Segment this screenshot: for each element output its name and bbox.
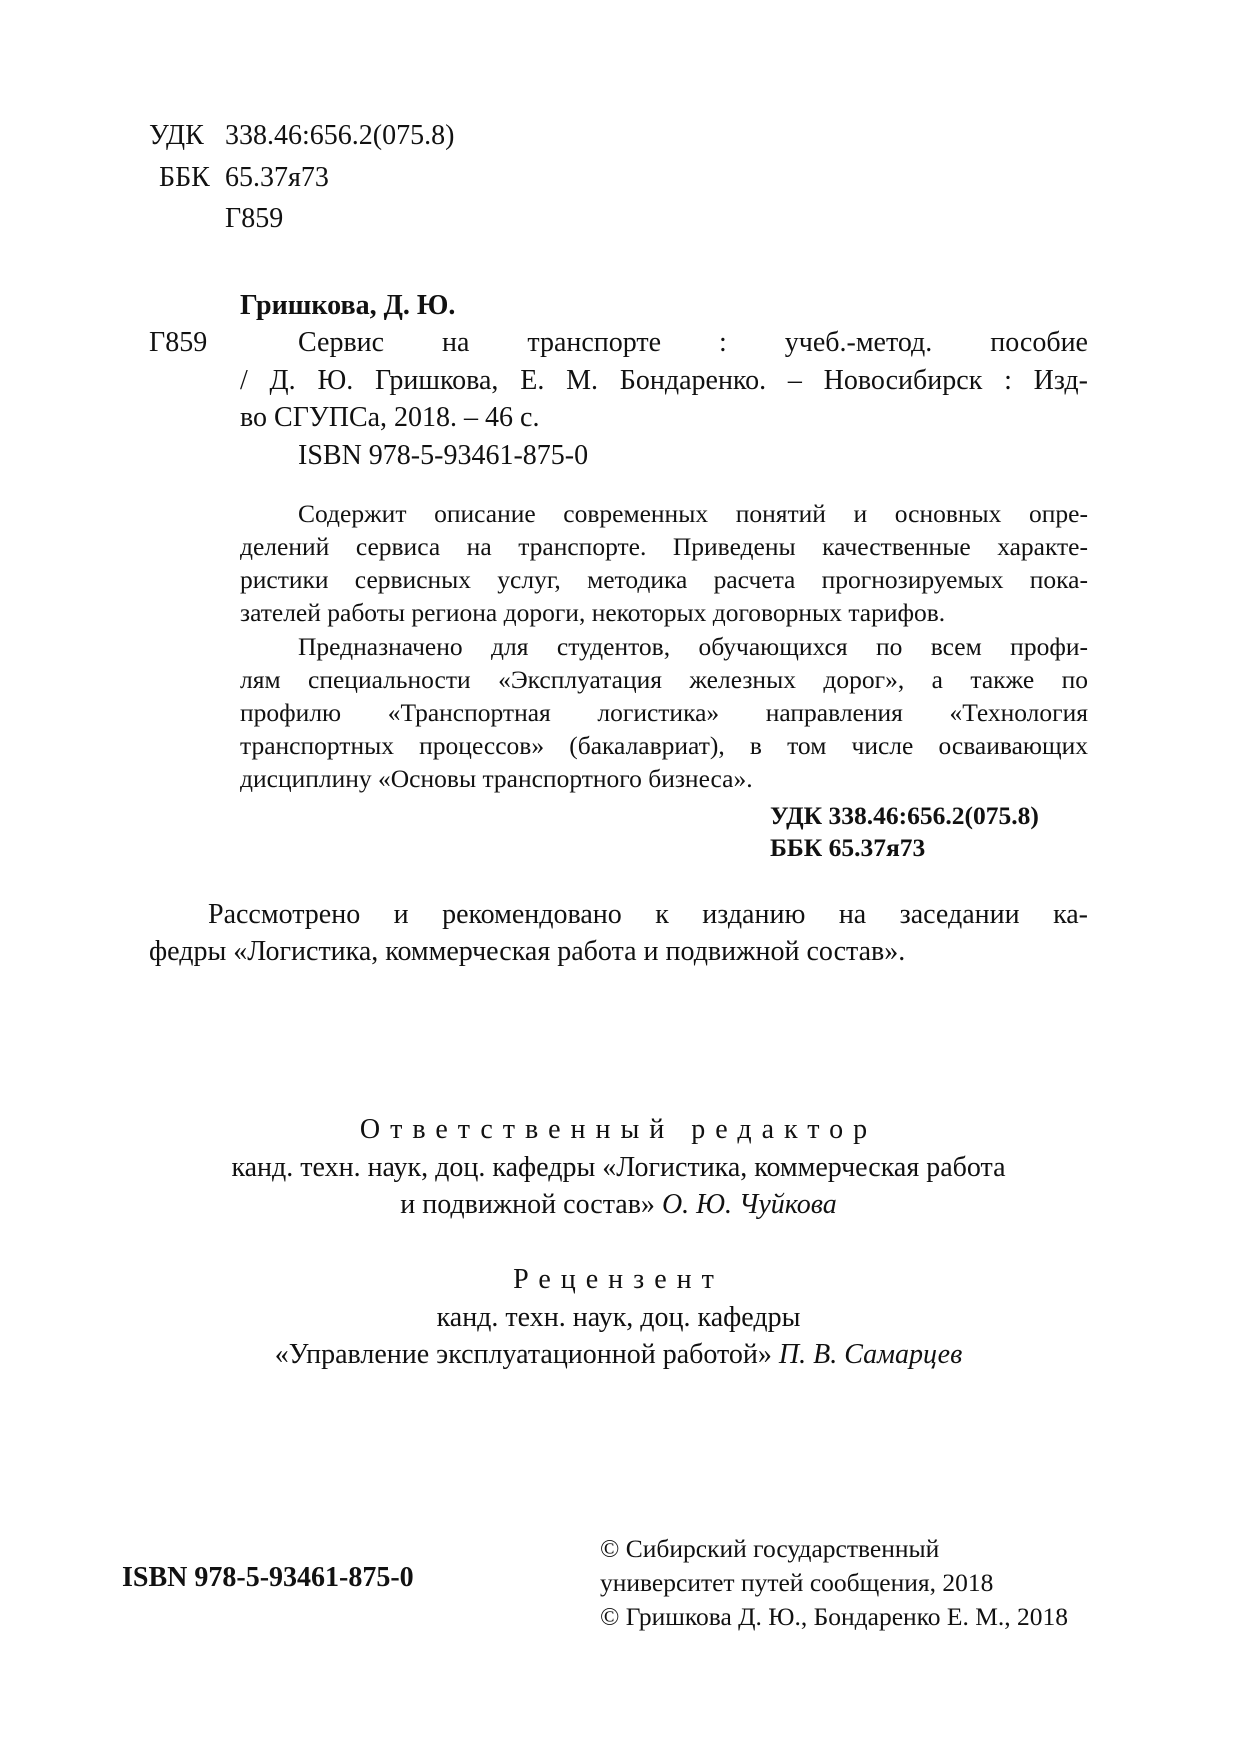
editor-heading: Ответственный редактор — [359, 1114, 878, 1145]
bbk-label: ББК — [159, 162, 210, 193]
editor-line-1: канд. техн. наук, доц. кафедры «Логистика, коммерческая работа — [231, 1152, 1006, 1183]
footer-isbn: ISBN 978-5-93461-875-0 — [122, 1562, 414, 1593]
author-heading: Гришкова, Д. Ю. — [240, 290, 456, 321]
recommendation-line-2: федры «Логистика, коммерческая работа и подвижной состав». — [149, 936, 906, 967]
reviewer-name: П. В. Самарцев — [778, 1339, 963, 1370]
reviewer-line-2 — [149, 1337, 1088, 1373]
annotation-line: делений сервиса на транспорте. Приведены качественные характе- — [240, 532, 1088, 561]
bib-sign: Г859 — [149, 327, 208, 358]
editor-name: О. Ю. Чуйкова — [661, 1189, 837, 1220]
annotation-line: дисциплину «Основы транспортного бизнеса». — [240, 764, 753, 793]
reviewer-line-1: канд. техн. наук, доц. кафедры — [436, 1302, 801, 1333]
bib-line-1: Сервис на транспорте : учеб.-метод. пособие — [298, 327, 1088, 358]
annotation-line: Содержит описание современных понятий и основных опре- — [298, 499, 1088, 528]
udk-value: 338.46:656.2(075.8) — [225, 120, 455, 151]
annotation-line: профилю «Транспортная логистика» направления «Технология — [240, 698, 1088, 727]
reviewer-heading: Рецензент — [513, 1264, 724, 1295]
copyright-line-1: © Сибирский государственный — [600, 1534, 940, 1563]
recommendation-line-1: Рассмотрено и рекомендовано к изданию на заседании ка- — [208, 899, 1088, 930]
author-sign: Г859 — [225, 203, 284, 234]
bib-line-3: во СГУПСа, 2018. – 46 с. — [240, 402, 540, 433]
annotation-line: Предназначено для студентов, обучающихся по всем профи- — [298, 632, 1088, 661]
copyright-line-3: © Гришкова Д. Ю., Бондаренко Е. М., 2018 — [600, 1602, 1069, 1631]
editor-line-2 — [149, 1187, 1088, 1223]
annotation-line: лям специальности «Эксплуатация железных дорог», а также по — [240, 665, 1088, 694]
editor-affiliation: и подвижной состав» — [400, 1189, 655, 1220]
bbk-value: 65.37я73 — [225, 162, 329, 193]
bib-line-2: / Д. Ю. Гришкова, Е. М. Бондаренко. – Новосибирск : Изд- — [240, 365, 1088, 396]
annotation-line: зателей работы региона дороги, некоторых договорных тарифов. — [240, 598, 946, 627]
annotation-udk: УДК 338.46:656.2(075.8) — [770, 801, 1039, 830]
annotation-line: транспортных процессов» (бакалавриат), в том числе осваивающих — [240, 731, 1088, 760]
reviewer-affiliation: «Управление эксплуатационной работой» — [274, 1339, 772, 1370]
udk-label: УДК — [149, 120, 204, 151]
copyright-line-2: университет путей сообщения, 2018 — [600, 1568, 994, 1597]
annotation-line: ристики сервисных услуг, методика расчета прогнозируемых пока- — [240, 565, 1088, 594]
annotation-bbk: ББК 65.37я73 — [770, 833, 926, 862]
bib-isbn: ISBN 978-5-93461-875-0 — [298, 440, 589, 471]
